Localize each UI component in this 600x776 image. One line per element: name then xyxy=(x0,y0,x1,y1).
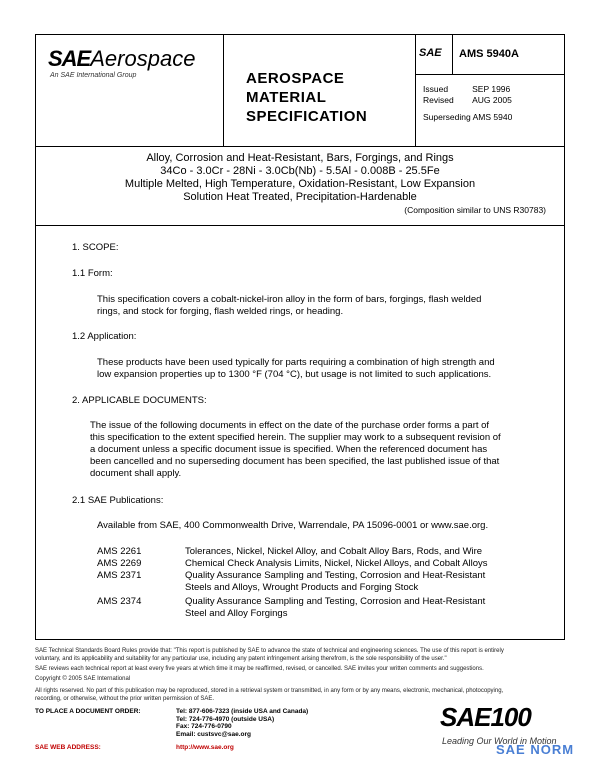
issue-info xyxy=(423,84,530,123)
section-heading: 1. SCOPE: xyxy=(72,242,119,253)
order-contact xyxy=(176,708,308,738)
paragraph: The issue of the following documents in effect on the date of the purchase order forms a part of this specification to the extent specified herein. The supplier may work to a subsequent revision of a document unless a specific document issue is specified. When the referenced document has been cancelled and no superseding document has been specified, the last published issue of that document shall apply. xyxy=(90,420,501,479)
web-link[interactable]: http://www.sae.org xyxy=(176,744,234,751)
paragraph: Available from SAE, 400 Commonwealth Drive, Warrendale, PA 15096-0001 or www.sae.org. xyxy=(97,520,489,531)
reference-code: AMS 2261 xyxy=(97,546,142,557)
reference-code: AMS 2269 xyxy=(97,558,142,569)
reference-code: AMS 2374 xyxy=(97,596,142,607)
fax: Fax: 724-776-0790 xyxy=(176,723,232,731)
order-label: TO PLACE A DOCUMENT ORDER: xyxy=(35,708,141,715)
revised-label: Revised xyxy=(423,95,454,105)
reference-description: Quality Assurance Sampling and Testing, Corrosion and Heat-Resistant Steels and Alloys, Wrought Products and Forging Stock xyxy=(185,570,486,593)
sae100-logo: SAE100 xyxy=(440,702,531,732)
paragraph: This specification covers a cobalt-nickel-iron alloy in the form of bars, forgings, flash welded rings, and stock for forging, flash welded rings, or heading. xyxy=(97,294,482,317)
header-separator xyxy=(452,34,453,74)
header-separator xyxy=(223,34,224,146)
id-divider xyxy=(415,74,565,75)
watermark: SAE NORM xyxy=(496,742,575,757)
section-heading: 1.1 Form: xyxy=(72,268,113,279)
logo-subtitle: An SAE International Group xyxy=(50,72,137,79)
issued-value: SEP 1996 xyxy=(472,84,511,94)
spec-title: AEROSPACE MATERIAL SPECIFICATION xyxy=(246,70,368,125)
rights-notice: All rights reserved. No part of this publication may be reproduced, stored in a retrieval system or transmitted, in any form or by any means, electronic, mechanical, photocopying, recording, or otherwise, without the prior written permission of SAE. xyxy=(35,688,504,702)
title-divider xyxy=(35,225,565,226)
phone-intl: Tel: 724-776-4970 (outside USA) xyxy=(176,715,275,723)
phone-us: Tel: 877-606-7323 (inside USA and Canada) xyxy=(176,708,309,715)
reference-code: AMS 2371 xyxy=(97,570,142,581)
tagline: Leading Our World in Motion xyxy=(442,736,557,746)
header-separator xyxy=(415,34,416,146)
superseding: Superseding AMS 5940 xyxy=(423,112,513,122)
ams-number: AMS 5940A xyxy=(459,48,519,60)
paragraph: These products have been used typically for parts requiring a combination of high strength and low expansion properties up to 1300 °F (704 °C), but usage is not limited to such applications. xyxy=(97,357,495,380)
section-heading: 1.2 Application: xyxy=(72,331,137,342)
sae-mini-logo: SAE xyxy=(419,47,442,59)
email-link[interactable]: Email: custsvc@sae.org xyxy=(176,730,251,738)
revised-value: AUG 2005 xyxy=(472,95,512,105)
issued-label: Issued xyxy=(423,84,449,94)
reference-description: Quality Assurance Sampling and Testing, Corrosion and Heat-Resistant Steel and Alloy Forgings xyxy=(185,596,486,619)
reference-description: Tolerances, Nickel, Nickel Alloy, and Cobalt Alloy Bars, Rods, and Wire xyxy=(185,546,483,557)
review-notice: SAE reviews each technical report at least every five years at which time it may be reaffirmed, revised, or cancelled. SAE invites your written comments and suggestions. xyxy=(35,666,484,672)
web-label: SAE WEB ADDRESS: xyxy=(35,744,101,751)
section-heading: 2. APPLICABLE DOCUMENTS: xyxy=(72,395,207,406)
section-heading: 2.1 SAE Publications: xyxy=(72,495,164,506)
sae-aerospace-logo: SAEAerospace xyxy=(48,46,196,71)
header-divider xyxy=(35,146,565,147)
rules-notice: SAE Technical Standards Board Rules provide that: "This report is published by SAE to advance the state of technical and engineering sciences. The use of this report is entirely voluntary, and its applicability and suitability for any particular use, including any patent infringement arising therefrom, is the sole responsibility of the user." xyxy=(35,648,504,662)
composition-note: (Composition similar to UNS R30783) xyxy=(404,205,546,215)
reference-description: Chemical Check Analysis Limits, Nickel, Nickel Alloys, and Cobalt Alloys xyxy=(185,558,488,569)
document-title: Alloy, Corrosion and Heat-Resistant, Bars, Forgings, and Rings 34Co - 3.0Cr - 28Ni - 3.0Cb(Nb) - 5.5Al - 0.008B - 25.5Fe Multiple Melted, High Temperature, Oxidation-Resistant, Low Expansion Solution Heat Treated, Precipitation-Hardenable xyxy=(124,152,476,203)
copyright: Copyright © 2005 SAE International xyxy=(35,676,131,682)
